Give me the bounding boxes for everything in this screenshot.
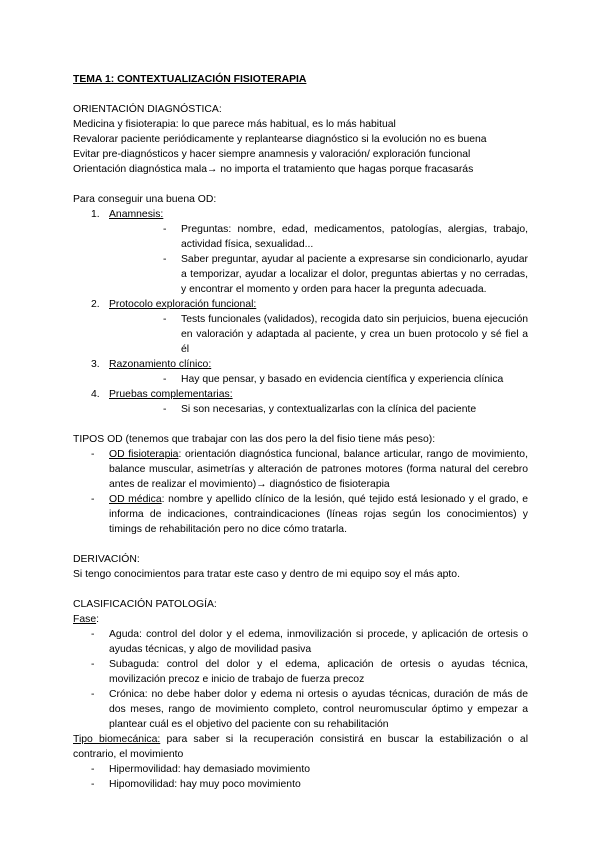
list-item: - Hipomovilidad: hay muy poco movimiento <box>91 779 301 790</box>
od-item-bullets <box>109 372 528 387</box>
fase-list <box>73 627 528 732</box>
fase-label: Fase <box>73 614 97 625</box>
list-item: - OD médica: nombre y apellido clínico de la lesión, qué tejido está lesionado y el grado, e informa de indicaciones, contraindicaciones (líneas rojas según los conocimientos) y timings de rehabilitación pero no dice cómo tratarla. <box>91 494 528 535</box>
derivacion-text: Si tengo conocimientos para tratar este caso y dentro de mi equipo soy el más apto. <box>73 569 460 580</box>
list-item-text: Hipermovilidad: hay demasiado movimiento <box>109 764 310 775</box>
tipos-term: OD médica <box>109 494 162 505</box>
fase-colon: : <box>96 614 99 625</box>
document-page <box>73 72 528 792</box>
od-item-number: 1. <box>91 209 100 220</box>
list-item-text: Subaguda: control del dolor y el edema, aplicación de ortesis o ayudas técnica, movilización precoz e inicio de trabajo de fuerza precoz <box>109 659 528 685</box>
list-item-text: Hipomovilidad: hay muy poco movimiento <box>109 779 301 790</box>
section-heading-orientacion: ORIENTACIÓN DIAGNÓSTICA: <box>73 104 222 115</box>
tipo-biomecanica-text: para saber si la recuperación consistirá en buscar la estabilización o al contrario, el movimiento <box>73 734 528 760</box>
orientacion-line: Medicina y fisioterapia: lo que parece más habitual, es lo más habitual <box>73 119 396 130</box>
list-item-text: Aguda: control del dolor y el edema, inmovilización si procede, y aplicación de ortesis o ayudas técnicas, y algo de movilidad pasiva <box>109 629 528 655</box>
tipos-text: : orientación diagnóstica funcional, balance articular, rango de movimiento, balance muscular, asimetrías y alteración de patrones motores (forma natural del cerebro antes de realizar el movimiento)→ diagnóstico de fisioterapia <box>109 449 528 490</box>
list-item: - Hay que pensar, y basado en evidencia científica y experiencia clínica <box>163 374 504 385</box>
list-item: - OD fisioterapia: orientación diagnóstica funcional, balance articular, rango de movimiento, balance muscular, asimetrías y alteración de patrones motores (forma natural del cerebro antes de realizar el movimiento)→ diagnóstico de fisioterapia <box>91 449 528 490</box>
list-item: - Si son necesarias, y contextualizarlas con la clínica del paciente <box>163 404 477 415</box>
document-title: TEMA 1: CONTEXTUALIZACIÓN FISIOTERAPIA <box>73 74 307 85</box>
section-heading-tipos: TIPOS OD (tenemos que trabajar con las dos pero la del fisio tiene más peso): <box>73 434 436 445</box>
tipo-biomecanica-paragraph <box>73 732 528 762</box>
list-item-text: Hay que pensar, y basado en evidencia científica y experiencia clínica <box>181 374 504 385</box>
od-item-number: 2. <box>91 299 100 310</box>
list-item: - Saber preguntar, ayudar al paciente a expresarse sin condicionarlo, ayudar a temporizar, ayudar a localizar el dolor, preguntas abiertas y no cerradas, y encontrar el momento y orden para hacer la pregunta adecuada. <box>163 254 528 295</box>
section-heading-clasificacion: CLASIFICACIÓN PATOLOGÍA: <box>73 599 217 610</box>
od-item-pruebas <box>73 387 528 417</box>
section-heading-derivacion: DERIVACIÓN: <box>73 554 140 565</box>
od-item-bullets <box>109 312 528 357</box>
od-numbered-list <box>73 207 528 417</box>
od-item-protocolo <box>73 297 528 357</box>
od-item-anamnesis <box>73 207 528 297</box>
od-item-number: 3. <box>91 359 100 370</box>
list-item: - Aguda: control del dolor y el edema, inmovilización si procede, y aplicación de ortesis o ayudas técnicas, y algo de movilidad pasiva <box>91 629 528 655</box>
list-item: - Subaguda: control del dolor y el edema, aplicación de ortesis o ayudas técnica, movilización precoz e inicio de trabajo de fuerza precoz <box>91 659 528 685</box>
tipos-term: OD fisioterapia <box>109 449 179 460</box>
list-item-text: Preguntas: nombre, edad, medicamentos, patologías, alergias, trabajo, actividad física, sexualidad... <box>181 224 528 250</box>
fase-heading <box>73 612 528 627</box>
section-derivacion <box>73 552 528 582</box>
list-item: - Preguntas: nombre, edad, medicamentos, patologías, alergias, trabajo, actividad física, sexualidad... <box>163 224 528 250</box>
list-item-text: Tests funcionales (validados), recogida dato sin perjuicios, buena ejecución en valoración y adaptada al paciente, y crea un buen protocolo y sé fiel a él <box>181 314 528 355</box>
list-item: - Crónica: no debe haber dolor y edema ni ortesis o ayudas técnicas, duración de más de dos meses, rango de movimiento completo, control neuromuscular óptimo y empezar a plantear cuál es el objetivo del paciente con su rehabilitación <box>91 689 528 730</box>
od-item-label: Razonamiento clínico: <box>109 359 212 370</box>
tipos-text: : nombre y apellido clínico de la lesión, qué tejido está lesionado y el grado, e informa de indicaciones, contraindicaciones (líneas rojas según los conocimientos) y timings de rehabilitación pero no dice cómo tratarla. <box>109 494 528 535</box>
section-tipos <box>73 432 528 537</box>
orientacion-line: Evitar pre-diagnósticos y hacer siempre anamnesis y valoración/ exploración funcional <box>73 149 471 160</box>
list-item: - Tests funcionales (validados), recogida dato sin perjuicios, buena ejecución en valoración y adaptada al paciente, y crea un buen protocolo y sé fiel a él <box>163 314 528 355</box>
od-item-label: Protocolo exploración funcional: <box>109 299 257 310</box>
od-item-razonamiento <box>73 357 528 387</box>
od-item-bullets <box>109 222 528 297</box>
orientacion-line: Orientación diagnóstica mala→ no importa el tratamiento que hagas porque fracasarás <box>73 164 474 175</box>
od-item-label: Anamnesis: <box>109 209 164 220</box>
tipo-biomecanica-label: Tipo biomecánica: <box>73 734 161 745</box>
orientacion-line: Revalorar paciente periódicamente y replantearse diagnóstico si la evolución no es buena <box>73 134 487 145</box>
list-item-text: Si son necesarias, y contextualizarlas con la clínica del paciente <box>181 404 477 415</box>
tipos-list <box>73 447 528 537</box>
tipo-list <box>73 762 528 792</box>
section-od <box>73 192 528 417</box>
list-item: - Hipermovilidad: hay demasiado movimiento <box>91 764 310 775</box>
od-item-number: 4. <box>91 389 100 400</box>
list-item-text: Saber preguntar, ayudar al paciente a expresarse sin condicionarlo, ayudar a temporizar, ayudar a localizar el dolor, preguntas abiertas y no cerradas, y encontrar el momento y orden para hacer la pregunta adecuada. <box>181 254 528 295</box>
od-intro: Para conseguir una buena OD: <box>73 194 217 205</box>
section-clasificacion <box>73 597 528 792</box>
od-item-label: Pruebas complementarias: <box>109 389 233 400</box>
section-orientacion <box>73 102 528 177</box>
list-item-text: Crónica: no debe haber dolor y edema ni ortesis o ayudas técnicas, duración de más de dos meses, rango de movimiento completo, control neuromuscular óptimo y empezar a plantear cuál es el objetivo del paciente con su rehabilitación <box>109 689 528 730</box>
od-item-bullets <box>109 402 528 417</box>
